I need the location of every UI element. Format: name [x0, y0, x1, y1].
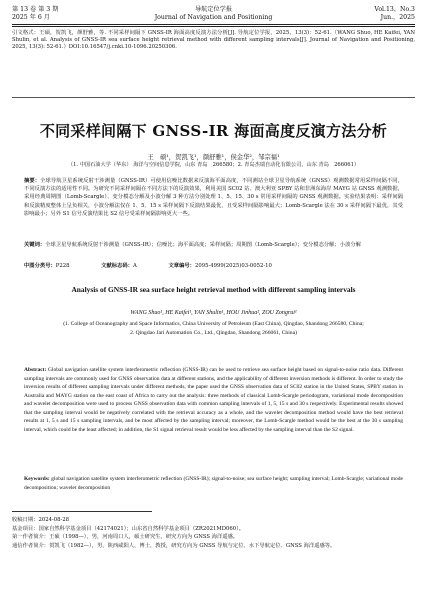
abstract-cn-label: 摘要： — [24, 178, 41, 184]
header-volume-issue: 第 13 卷 第 3 期 — [12, 6, 59, 13]
header-journal — [12, 6, 415, 21]
abstract-cn-text: 全球导航卫星系统反射干涉测量（GNSS-IR）可使用信噪比数据来反演海平面高度，不同测站全球卫星导航系统（GNSS）观测数据常用采样间隔不同，不同反演方法的适用性不同。为研究不同采样间隔在不同方法下的反演效果，利用美国 SC02 站、澳大利亚 SPBY 站和非洲东海岸 MAYG 站 GNSS 观测数据，采用经典周期图（Lomb-Scargle）、变分模态分解及小波分解 3 种方法分别处理 1、5、15、30 s 常用采样间隔的 GNSS 观测数据。实验结果表明：采样间隔和反演精度整体上呈负相关，小波分解法仅在 1、5、15 s 采样间隔下反演结果最优，且受采样间隔影响最大；Lomb-Scargle 法在 30 s 采样间隔下最优，其受影响最小；另外 S1 信号反演结果比 S2 信号受采样间隔影响更大一些。 — [24, 178, 403, 217]
received-date: 收稿日期：2024-08-28 — [12, 517, 70, 523]
corresponding-author-bio: 通信作者简介：贺凯飞（1982—），男，陕西咸阳人，博士，教授，研究方向为 GNSS 导航与定位、水下导航定位、GNSS 海洋遥感等。 — [12, 542, 336, 549]
keywords-cn — [24, 241, 403, 249]
citation-format: 引文格式：王硕，贺凯飞，颜舒雅，等. 不同采样间隔下 GNSS-IR 海面高度反演方法分析[J]. 导航定位学报，2025，13(3)：52-61.（WANG Shuo, HE Kaifei, YAN Shulin, et al. Analysis of GNSS-IR sea surface height retrieval method with different sampling intervals[J]. Journal of Navigation and Positioning, 2025, 13(3): 52-61.）DOI:10.16547/j.cnki.10-1096.20250306. — [12, 30, 415, 51]
first-author-bio: 第一作者简介：王硕（1998—），男，河南周口人，硕士研究生，研究方向为 GNSS 海洋遥感。 — [12, 534, 239, 541]
footnote-divider — [12, 511, 152, 512]
clc-number: 中图分类号：P228 — [24, 263, 70, 269]
paper-title-en: Analysis of GNSS-IR sea surface height retrieval method with different sampling intervals — [71, 285, 356, 294]
classification-line — [24, 261, 403, 269]
journal-name-cn: 导航定位学报 — [194, 6, 233, 13]
keywords-en — [24, 475, 403, 492]
header-vol-no-en: Vol.13，No.3 — [374, 6, 415, 13]
document-code: 文献标志码：A — [101, 263, 137, 269]
keywords-en-label: Keywords: — [24, 476, 50, 482]
affiliation-en-1: (1. College of Oceanography and Space Informatics, China University of Petroleum (East China), Qingdao, Shandong 266580, China; — [63, 321, 364, 327]
header-volume-en — [374, 6, 415, 21]
affiliation-en-2: 2. Qingdao Jari Automation Co., Ltd., Qingdao, Shandong 266061, China) — [130, 329, 297, 336]
header-rule-thin — [12, 26, 415, 27]
keywords-cn-label: 关键词： — [24, 242, 46, 248]
header-date-cn: 2025 年 6 月 — [12, 13, 50, 21]
abstract-cn — [24, 177, 403, 218]
keywords-en-text: global navigation satellite system interferometric reflection (GNSS-IR); signal-to-noise; sea surface height; sampling interval; Lomb-Scargle; variational mode decomposition; wavelet decomposition — [24, 476, 404, 491]
authors-en: WANG Shuo¹, HE Kaifei¹, YAN Shulin¹, HOU Jinhua², ZOU Zongrui¹ — [130, 310, 297, 316]
abstract-en-label: Abstract: — [24, 367, 47, 373]
journal-name-en: Journal of Navigation and Positioning — [154, 13, 273, 21]
authors-cn: 王 硕¹，贺凯飞¹，颜舒雅¹，侯金华²，邹宗福¹ — [147, 154, 280, 161]
affiliation-en — [50, 320, 377, 337]
header-date-en: Jun.，2025 — [380, 13, 415, 21]
footnotes — [12, 516, 415, 550]
citation-divider — [12, 97, 415, 98]
article-number: 文章编号：2095-4999(2025)03-0052-10 — [168, 263, 272, 269]
abstract-en — [24, 366, 403, 434]
abstract-en-text: Global navigation satellite system interferometric reflection (GNSS-IR) can be used to retrieve sea surface height based on signal-to-noise ratio data. Different sampling intervals are commonly used for GNSS observation data at different stations, and the applicability of different inversion methods is different. In order to study the inversion results of different sampling intervals under different methods, the paper used the GNSS observation data of SC02 station in the United States, SPBY station in Australia and MAYG station on the east coast of Africa to carry out the analysis: three methods of classical Lomb-Scargle periodogram, variational mode decomposition and wavelet decomposition were used to process GNSS observation data with common sampling intervals of 1, 5, 15 s and 30 s respectively. Experimental results showed that the sampling interval would be negatively correlated with the retrieval accuracy as a whole, and the wavelet decomposition method would have the best retrieval results at 1, 5 s and 15 s sampling intervals, and be most affected by the sampling interval; moreover, the Lomb-Scargle method would be the best at the 30 s sampling interval, which could be the least affected; in addition, the S1 signal retrieval result would be less affected by the sampling interval than the S2 signal. — [24, 367, 403, 433]
affiliation-cn: （1. 中国石油大学（华东） 海洋与空间信息学院，山东 青岛 266580；2. 青岛杰瑞自动化有限公司，山东 青岛 266061） — [67, 162, 360, 168]
funding-note: 基金项目：国家自然科学基金项目（42174021）；山东省自然科学基金项目（ZR2021MD060）。 — [12, 525, 245, 532]
keywords-cn-text: 全球卫星导航系统反射干涉测量（GNSS-IR）；信噪比；海平面高度；采样间隔；周期图（Lomb-Scargle）；变分模态分解；小波分解 — [45, 242, 361, 248]
paper-title-cn: 不同采样间隔下 GNSS-IR 海面高度反演方法分析 — [39, 122, 388, 140]
